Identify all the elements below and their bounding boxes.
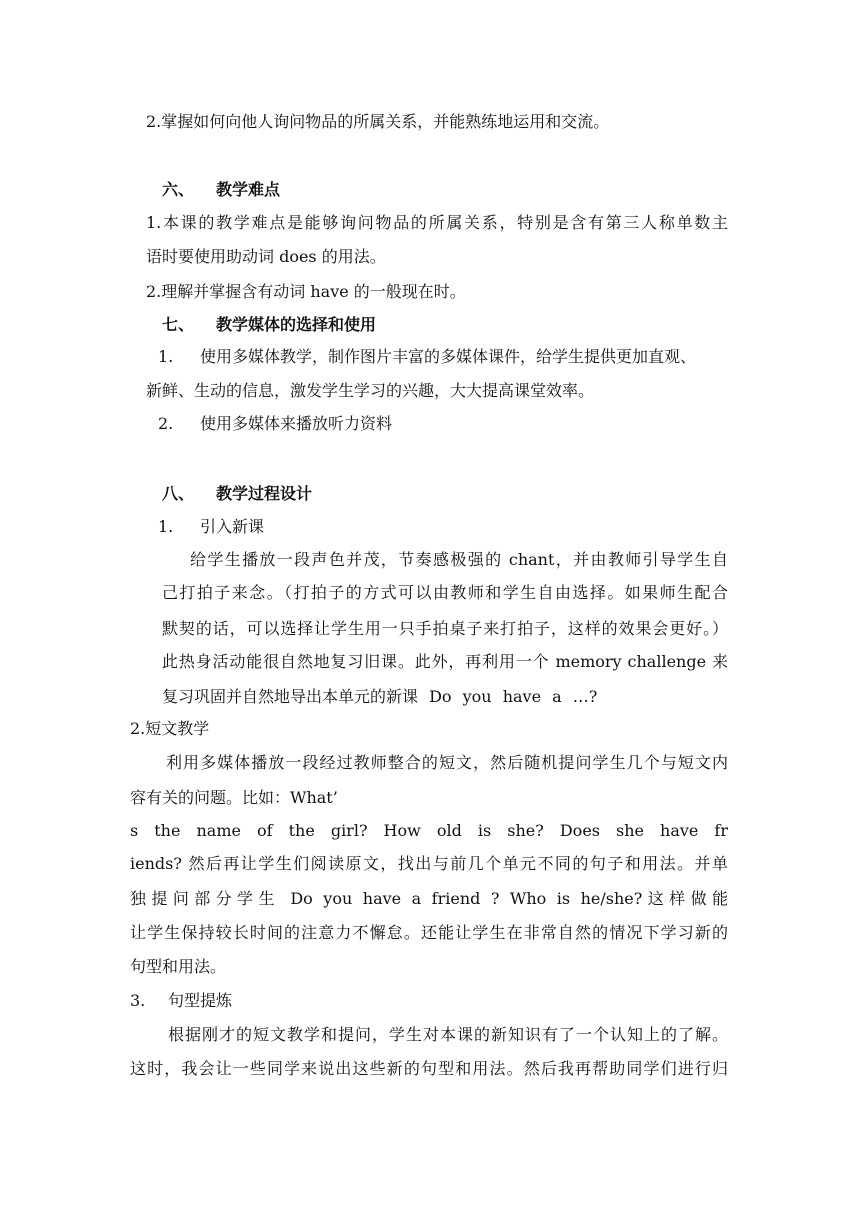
section-heading xyxy=(162,483,312,505)
text-line: 让学生保持较长时间的注意力不懈怠。还能让学生在非常自然的情况下学习新的 xyxy=(130,923,728,942)
list-text: 使用多媒体教学，制作图片丰富的多媒体课件，给学生提供更加直观、 xyxy=(200,347,697,366)
text-line: 给学生播放一段声色并茂，节奏感极强的 chant，并由教师引导学生自 xyxy=(190,550,728,569)
text-line: 利用多媒体播放一段经过教师整合的短文，然后随机提问学生几个与短文内 xyxy=(166,753,728,772)
text-line: 2.理解并掌握含有动词 have 的一般现在时。 xyxy=(146,282,466,301)
text-line: 句型和用法。 xyxy=(130,957,227,976)
section-heading xyxy=(162,314,376,336)
text-line: 己打拍子来念。（打拍子的方式可以由教师和学生自由选择。如果师生配合 xyxy=(162,583,728,602)
list-item xyxy=(158,346,696,368)
section-title: 教学媒体的选择和使用 xyxy=(216,315,377,334)
list-item xyxy=(158,413,392,435)
subsection-title: 2.短文教学 xyxy=(130,719,210,738)
list-text: 句型提炼 xyxy=(168,991,233,1010)
section-heading xyxy=(162,179,280,201)
text-line: s the name of the girl? How old is she? Does she have fr xyxy=(130,821,728,840)
text-line: iends? 然后再让学生们阅读原文，找出与前几个单元不同的句子和用法。并单 xyxy=(130,854,728,873)
list-text: 引入新课 xyxy=(200,517,265,536)
text-line: 新鲜、生动的信息，激发学生学习的兴趣，大大提高课堂效率。 xyxy=(146,381,595,400)
text-line: 默契的话，可以选择让学生用一只手拍桌子来打拍子，这样的效果会更好。） xyxy=(162,619,728,638)
text-line: 复习巩固并自然地导出本单元的新课 Do you have a …? xyxy=(162,687,598,706)
text-line: 根据刚才的短文教学和提问，学生对本课的新知识有了一个认知上的了解。 xyxy=(168,1025,728,1044)
list-text: 使用多媒体来播放听力资料 xyxy=(200,414,393,433)
list-number: 1. xyxy=(158,347,174,366)
text-line: 容有关的问题。比如：What’ xyxy=(130,788,338,807)
list-number: 1. xyxy=(158,517,174,536)
text-line: 2.掌握如何向他人询问物品的所属关系，并能熟练地运用和交流。 xyxy=(146,112,610,131)
section-number: 七、 xyxy=(162,315,195,334)
list-item xyxy=(130,990,232,1012)
section-title: 教学过程设计 xyxy=(216,484,313,503)
section-title: 教学难点 xyxy=(216,180,281,199)
list-number: 2. xyxy=(158,414,174,433)
list-item xyxy=(158,516,264,538)
list-number: 3. xyxy=(130,991,146,1010)
section-number: 六、 xyxy=(162,180,195,199)
text-line: 独提问部分学生 Do you have a friend ? Who is he/she?这样做能 xyxy=(130,889,728,908)
text-line: 语时要使用助动词 does 的用法。 xyxy=(146,247,386,266)
text-line: 这时，我会让一些同学来说出这些新的句型和用法。然后我再帮助同学们进行归 xyxy=(130,1059,728,1078)
text-line: 此热身活动能很自然地复习旧课。此外，再利用一个 memory challenge 来 xyxy=(162,652,728,671)
text-line: 1.本课的教学难点是能够询问物品的所属关系，特别是含有第三人称单数主 xyxy=(146,213,728,232)
section-number: 八、 xyxy=(162,484,195,503)
